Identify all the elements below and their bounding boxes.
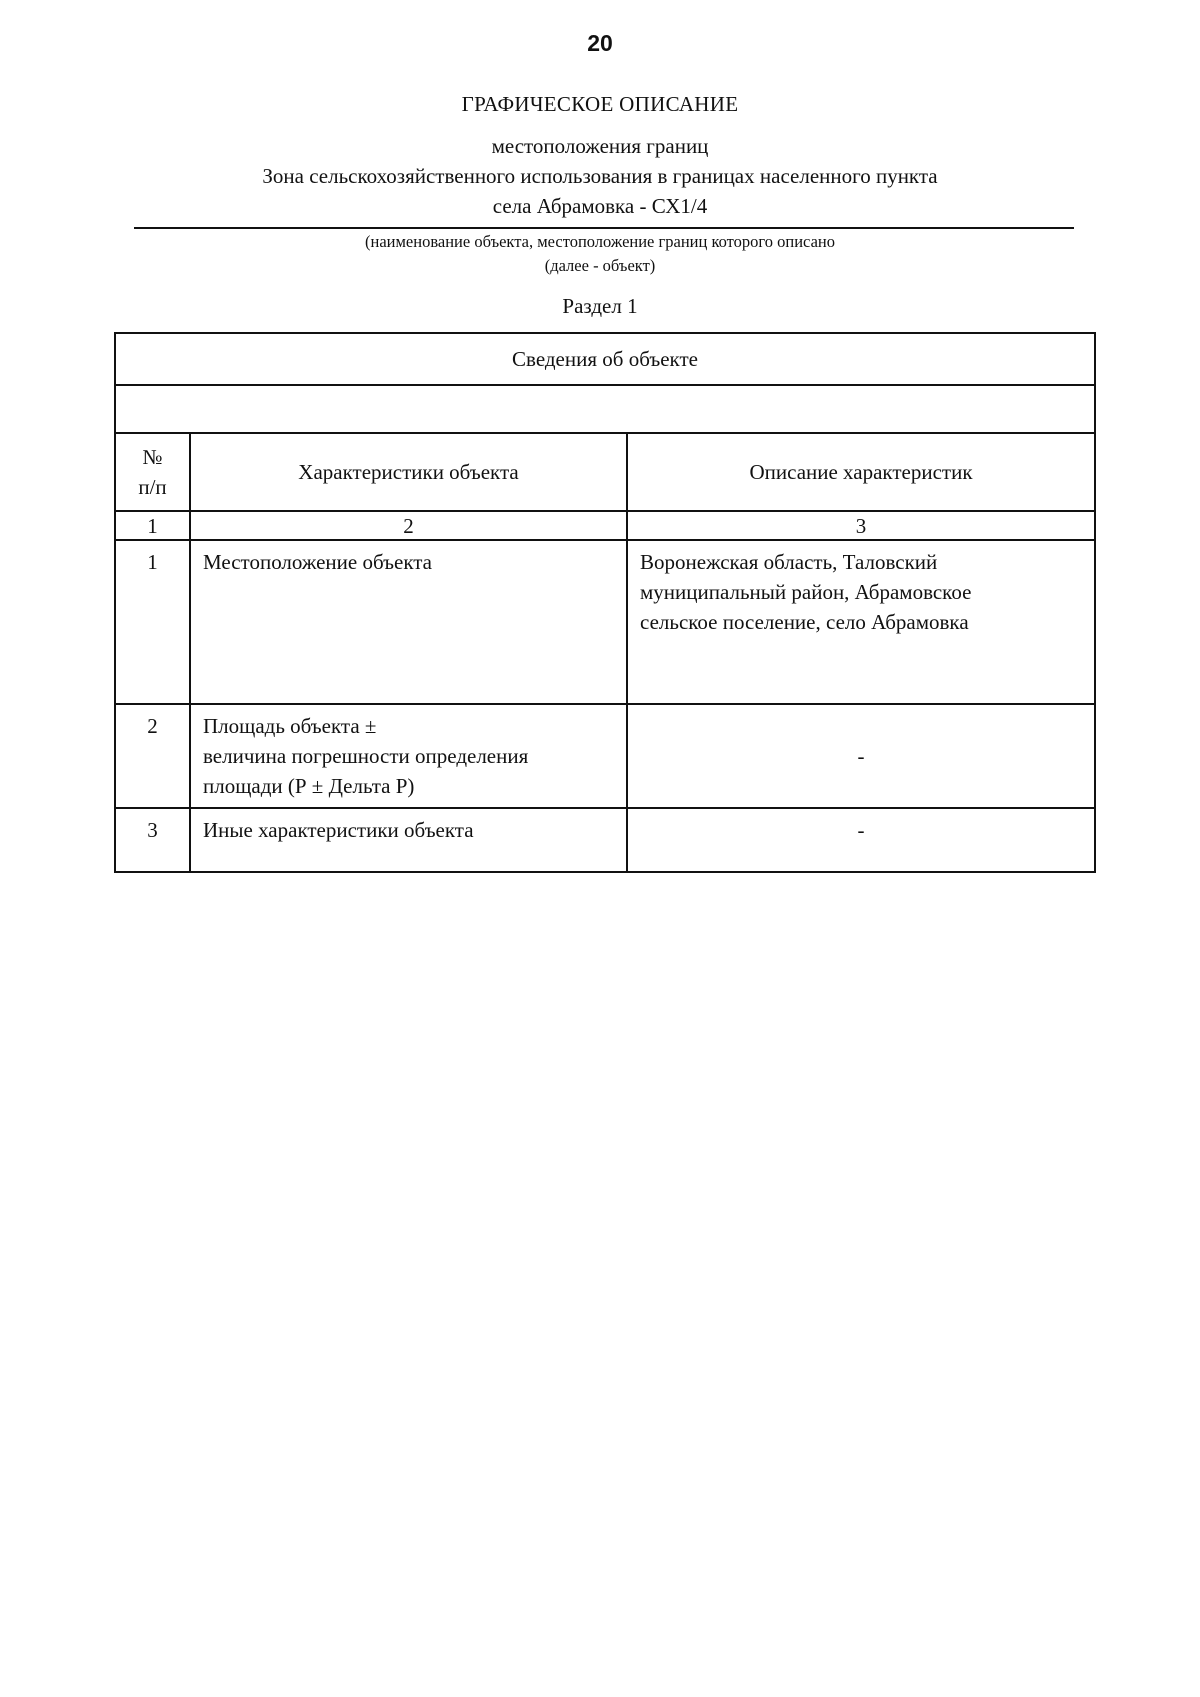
document-title: ГРАФИЧЕСКОЕ ОПИСАНИЕ <box>461 92 739 116</box>
note-line-2: (далее - объект) <box>544 256 656 275</box>
row-characteristic-line: Площадь объекта ± <box>203 714 377 738</box>
header-description: Описание характеристик <box>627 433 1095 511</box>
row-description: - <box>627 704 1095 808</box>
subtitle-line-2: Зона сельскохозяйственного использования в границах населенного пункта <box>262 164 938 188</box>
header-num <box>115 433 190 511</box>
page-number: 20 <box>587 30 613 56</box>
table-caption: Сведения об объекте <box>115 333 1095 385</box>
row-characteristic-line: Местоположение объекта <box>203 550 433 574</box>
row-num: 3 <box>115 808 190 872</box>
row-description-line: Воронежская область, Таловский <box>640 550 938 574</box>
table-row <box>115 540 1095 704</box>
row-num: 2 <box>115 704 190 808</box>
row-description: - <box>627 808 1095 872</box>
row-description-line: сельское поселение, село Абрамовка <box>640 610 969 634</box>
header-characteristics: Характеристики объекта <box>190 433 627 511</box>
table-header-row <box>115 433 1095 511</box>
column-index-2: 2 <box>190 511 627 540</box>
row-num: 1 <box>115 540 190 704</box>
title-underline <box>134 227 1074 229</box>
empty-cell <box>115 385 1095 433</box>
column-index-row <box>115 511 1095 540</box>
row-characteristic <box>190 704 627 808</box>
row-description <box>627 540 1095 704</box>
header-num-line-1: № <box>142 445 163 469</box>
subtitle-line-1: местоположения границ <box>491 134 709 158</box>
column-index-1: 1 <box>115 511 190 540</box>
table-row <box>115 704 1095 808</box>
row-characteristic-line: площади (Р ± Дельта Р) <box>203 774 415 798</box>
table-caption-row <box>115 333 1095 385</box>
subtitle-line-3: села Абрамовка - СХ1/4 <box>492 194 708 218</box>
row-characteristic-line: величина погрешности определения <box>203 744 529 768</box>
section-heading: Раздел 1 <box>562 294 638 318</box>
column-index-3: 3 <box>627 511 1095 540</box>
header-num-line-2: п/п <box>138 475 167 499</box>
row-description-line: муниципальный район, Абрамовское <box>640 580 972 604</box>
row-characteristic-line: Иные характеристики объекта <box>203 818 474 842</box>
row-characteristic <box>190 540 627 704</box>
object-info-table <box>114 332 1096 873</box>
note-line-1: (наименование объекта, местоположение границ которого описано <box>365 232 835 251</box>
table-empty-row <box>115 385 1095 433</box>
row-characteristic <box>190 808 627 872</box>
table-row <box>115 808 1095 872</box>
